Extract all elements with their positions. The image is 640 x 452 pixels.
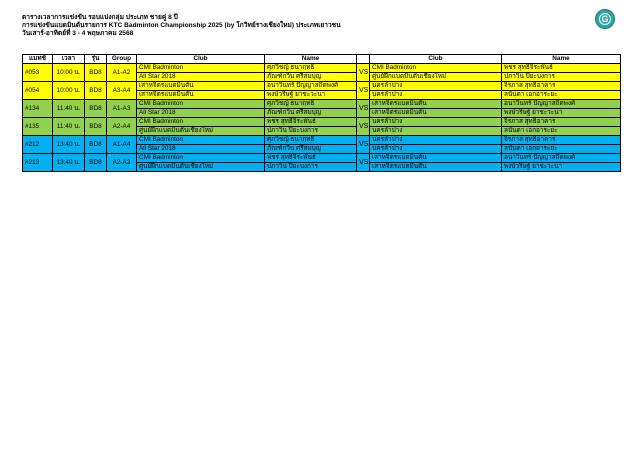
player-left: ศุภวิชญ์ ธนาฤทธิ์ [265, 100, 357, 109]
header-vs [357, 55, 370, 64]
match-group: A1-A2 [107, 64, 137, 82]
match-time: 11:40 น. [53, 100, 85, 118]
match-time: 13:40 น. [53, 136, 85, 154]
match-class: BD8 [85, 136, 107, 154]
header-name-right: Name [502, 55, 621, 64]
match-group: A2-A3 [107, 154, 137, 172]
match-number: #135 [23, 118, 53, 136]
club-right: นครลำปาง [370, 91, 502, 100]
club-right: นครลำปาง [370, 127, 502, 136]
player-right: อนาวินทร์ ปัญญาสถิตพงศ์ [502, 154, 621, 163]
player-left: พชร สุทธิจิระพันธ์ [265, 118, 357, 127]
match-number: #212 [23, 136, 53, 154]
header-name-left: Name [265, 55, 357, 64]
player-right: ลนันดา เอกอาระยะ [502, 127, 621, 136]
club-right: ศูนย์ฝึกแบดมินตันเชียงใหม่ [370, 73, 502, 82]
club-left: CMI Badminton [137, 136, 265, 145]
match-group: A1-A4 [107, 136, 137, 154]
vs-label: VS [357, 100, 370, 118]
club-left: CMI Badminton [137, 154, 265, 163]
match-class: BD8 [85, 82, 107, 100]
club-right: นครลำปาง [370, 136, 502, 145]
club-right: เสาหจิตรแบดมินตัน [370, 154, 502, 163]
player-left: อนาวินทร์ ปัญญาสถิตพงศ์ [265, 82, 357, 91]
club-left: CMI Badminton [137, 118, 265, 127]
player-right: ลนันดา เอกอาระยะ [502, 145, 621, 154]
table-row [23, 100, 621, 109]
match-group: A1-A3 [107, 100, 137, 118]
club-left: เสาหจิตรแบดมินตัน [137, 91, 265, 100]
player-left: ศุภวิชญ์ ธนาฤทธิ์ [265, 64, 357, 73]
player-right: ปภาวิน ปิยะบงการ [502, 73, 621, 82]
player-right: อนาวินทร์ ปัญญาสถิตพงศ์ [502, 100, 621, 109]
match-time: 10:00 น. [53, 64, 85, 82]
logo-glyph: G [601, 14, 609, 24]
player-right: จิรภาส สุทธิอาคาร [502, 118, 621, 127]
club-left: เสาหจิตรแบดมินตัน [137, 82, 265, 91]
match-class: BD8 [85, 64, 107, 82]
vs-label: VS [357, 136, 370, 154]
match-number: #134 [23, 100, 53, 118]
club-left: ศูนย์ฝึกแบดมินตันเชียงใหม่ [137, 127, 265, 136]
table-row [23, 64, 621, 73]
match-class: BD8 [85, 118, 107, 136]
match-number: #054 [23, 82, 53, 100]
header-match: แมทช์ [23, 55, 53, 64]
club-right: เสาหจิตรแบดมินตัน [370, 163, 502, 172]
header-class: รุ่น [85, 55, 107, 64]
header-time: เวลา [53, 55, 85, 64]
player-left: ปภาวิน ปิยะบงการ [265, 163, 357, 172]
header-club-right: Club [370, 55, 502, 64]
tournament-title: การแข่งขันแบดมินตันรายการ KTC Badminton Championship 2025 (by โกวิทย์รางเชียงใหม่) ประเภทเยาวชน [22, 22, 341, 29]
player-left: ภัณฑ์กวิน ศรีสมบุญ [265, 109, 357, 118]
event-date: วันเสาร์-อาทิตย์ที่ 3 - 4 พฤษภาคม 2568 [22, 30, 134, 37]
vs-label: VS [357, 154, 370, 172]
player-left: พชร สุทธิจิระพันธ์ [265, 154, 357, 163]
table-row [23, 136, 621, 145]
match-schedule-table [22, 54, 621, 172]
club-left: All Star 2018 [137, 109, 265, 118]
club-right: นครลำปาง [370, 145, 502, 154]
vs-label: VS [357, 64, 370, 82]
player-left: ภัณฑ์กวิน ศรีสมบุญ [265, 73, 357, 82]
player-right: พงษ์วริษฐ์ ยาชะวะนา [502, 163, 621, 172]
club-right: เสาหจิตรแบดมินตัน [370, 109, 502, 118]
player-right: พงษ์วริษฐ์ ยาชะวะนา [502, 109, 621, 118]
table-row [23, 118, 621, 127]
player-right: จิรภาส สุทธิอาคาร [502, 136, 621, 145]
club-left: CMI Badminton [137, 100, 265, 109]
club-left: All Star 2018 [137, 145, 265, 154]
match-class: BD8 [85, 100, 107, 118]
player-left: พงษ์วริษฐ์ ยาชะวะนา [265, 91, 357, 100]
match-class: BD8 [85, 154, 107, 172]
player-left: ศุภวิชญ์ ธนาฤทธิ์ [265, 136, 357, 145]
match-group: A2-A4 [107, 118, 137, 136]
club-left: CMI Badminton [137, 64, 265, 73]
club-right: นครลำปาง [370, 118, 502, 127]
schedule-title: ตารางเวลาการแข่งขัน รอบแบ่งกลุ่ม ประเภท ชายคู่ 8 ปี [22, 14, 178, 21]
club-right: นครลำปาง [370, 82, 502, 91]
club-left: ศูนย์ฝึกแบดมินตันเชียงใหม่ [137, 163, 265, 172]
table-row [23, 154, 621, 163]
player-right: พชร สุทธิจิระพันธ์ [502, 64, 621, 73]
player-right: จิรภาส สุทธิอาคาร [502, 82, 621, 91]
match-time: 10:00 น. [53, 82, 85, 100]
match-time: 13:40 น. [53, 154, 85, 172]
table-row [23, 82, 621, 91]
header-group: Group [107, 55, 137, 64]
match-number: #053 [23, 64, 53, 82]
player-left: ปภาวิน ปิยะบงการ [265, 127, 357, 136]
match-number: #213 [23, 154, 53, 172]
tournament-logo [595, 9, 615, 29]
player-right: ลนันดา เอกอาระยะ [502, 91, 621, 100]
match-time: 11:40 น. [53, 118, 85, 136]
vs-label: VS [357, 82, 370, 100]
club-left: All Star 2018 [137, 73, 265, 82]
vs-label: VS [357, 118, 370, 136]
table-header-row [23, 55, 621, 64]
match-group: A3-A4 [107, 82, 137, 100]
club-right: เสาหจิตรแบดมินตัน [370, 100, 502, 109]
header-club-left: Club [137, 55, 265, 64]
player-left: ภัณฑ์กวิน ศรีสมบุญ [265, 145, 357, 154]
club-right: CMI Badminton [370, 64, 502, 73]
